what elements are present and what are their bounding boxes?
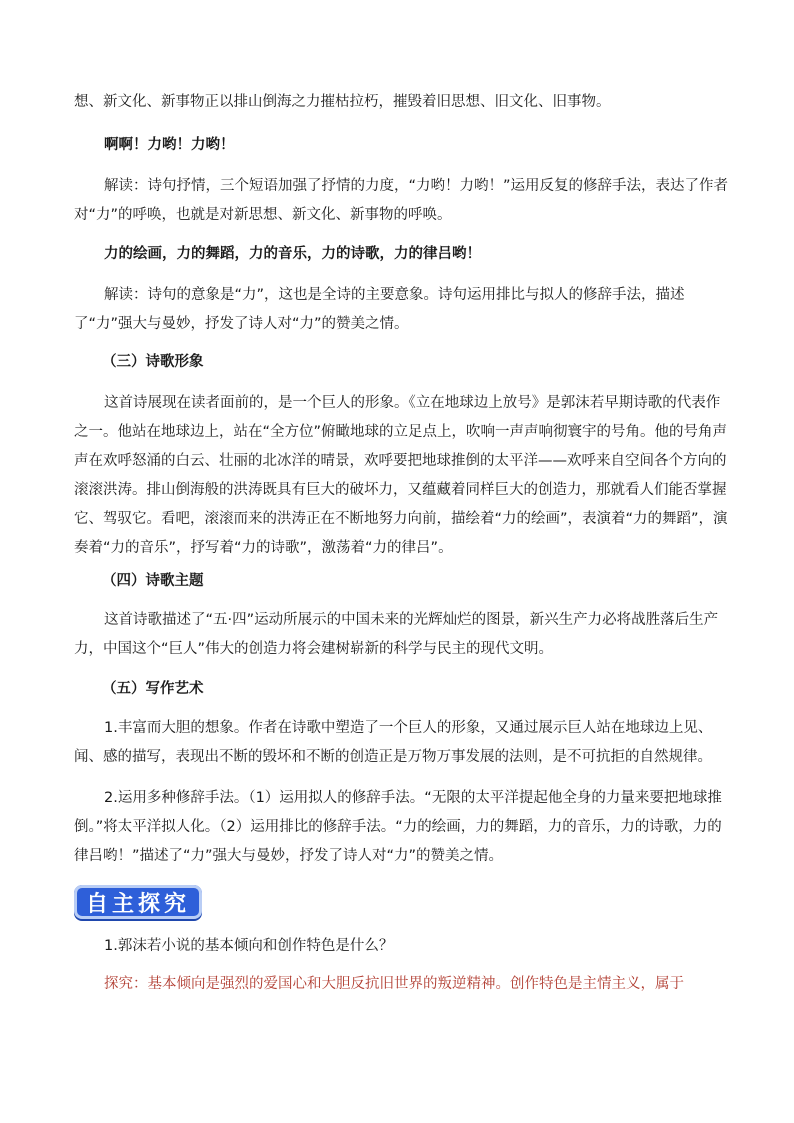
- paragraph-continuation: 想、新文化、新事物正以排山倒海之力摧枯拉朽，摧毁着旧思想、旧文化、旧事物。: [74, 94, 611, 110]
- section-body-theme: 这首诗歌描述了“五·四”运动所展示的中国未来的光辉灿烂的图景，新兴生产力必将战胜落后生产力，中国这个“巨人”伟大的创造力将会建树崭新的科学与民主的现代文明。: [74, 612, 719, 657]
- section-title-writing-art: （五）写作艺术: [102, 681, 204, 697]
- inquiry-question: 1.郭沫若小说的基本倾向和创作特色是什么？: [104, 938, 394, 954]
- poem-quote-2: 力的绘画，力的舞蹈，力的音乐，力的诗歌，力的律吕哟！: [104, 246, 481, 262]
- writing-art-item-2: 2.运用多种修辞手法。（1）运用拟人的修辞手法。“无限的太平洋提起他全身的力量来要把地球推倒。”将太平洋拟人化。（2）运用排比的修辞手法。“力的绘画，力的舞蹈，力的音乐，力的诗歌，力的律吕哟！”描述了“力”强大与曼妙，抒发了诗人对“力”的赞美之情。: [74, 790, 722, 864]
- inquiry-badge: 自主探究: [74, 885, 202, 919]
- writing-art-item-1: 1.丰富而大胆的想象。作者在诗歌中塑造了一个巨人的形象，又通过展示巨人站在地球边上见、闻、感的描写，表现出不断的毁坏和不断的创造正是万物万事发展的法则，是不可抗拒的自然规律。: [74, 720, 713, 765]
- interpretation-2: 解读：诗句的意象是“力”，这也是全诗的主要意象。诗句运用排比与拟人的修辞手法，描述了“力”强大与曼妙，抒发了诗人对“力”的赞美之情。: [74, 287, 685, 332]
- inquiry-answer: 探究：基本倾向是强烈的爱国心和大胆反抗旧世界的叛逆精神。创作特色是主情主义，属于: [104, 976, 684, 992]
- section-body-poetic-image: 这首诗展现在读者面前的，是一个巨人的形象。《立在地球边上放号》是郭沫若早期诗歌的代表作之一。他站在地球边上，站在“全方位”俯瞰地球的立足点上，吹响一声声响彻寰宇的号角。他的号角声声在欢呼怒涌的白云、壮丽的北冰洋的晴景，欢呼要把地球推倒的太平洋——欢呼来自空间各个方向的滚滚洪涛。排山倒海般的洪涛既具有巨大的破坏力，又蕴藏着同样巨大的创造力，那就看人们能否掌握它、驾驭它。看吧，滚滚而来的洪涛正在不断地努力向前，描绘着“力的绘画”，表演着“力的舞蹈”，演奏着“力的音乐”，抒写着“力的诗歌”，激荡着“力的律吕”。: [74, 395, 728, 556]
- poem-quote-1: 啊啊！力哟！力哟！: [104, 137, 235, 153]
- interpretation-1: 解读：诗句抒情，三个短语加强了抒情的力度，“力哟！力哟！”运用反复的修辞手法，表达了作者对“力”的呼唤，也就是对新思想、新文化、新事物的呼唤。: [74, 178, 729, 223]
- section-title-poetic-image: （三）诗歌形象: [102, 354, 204, 370]
- section-title-theme: （四）诗歌主题: [102, 573, 204, 589]
